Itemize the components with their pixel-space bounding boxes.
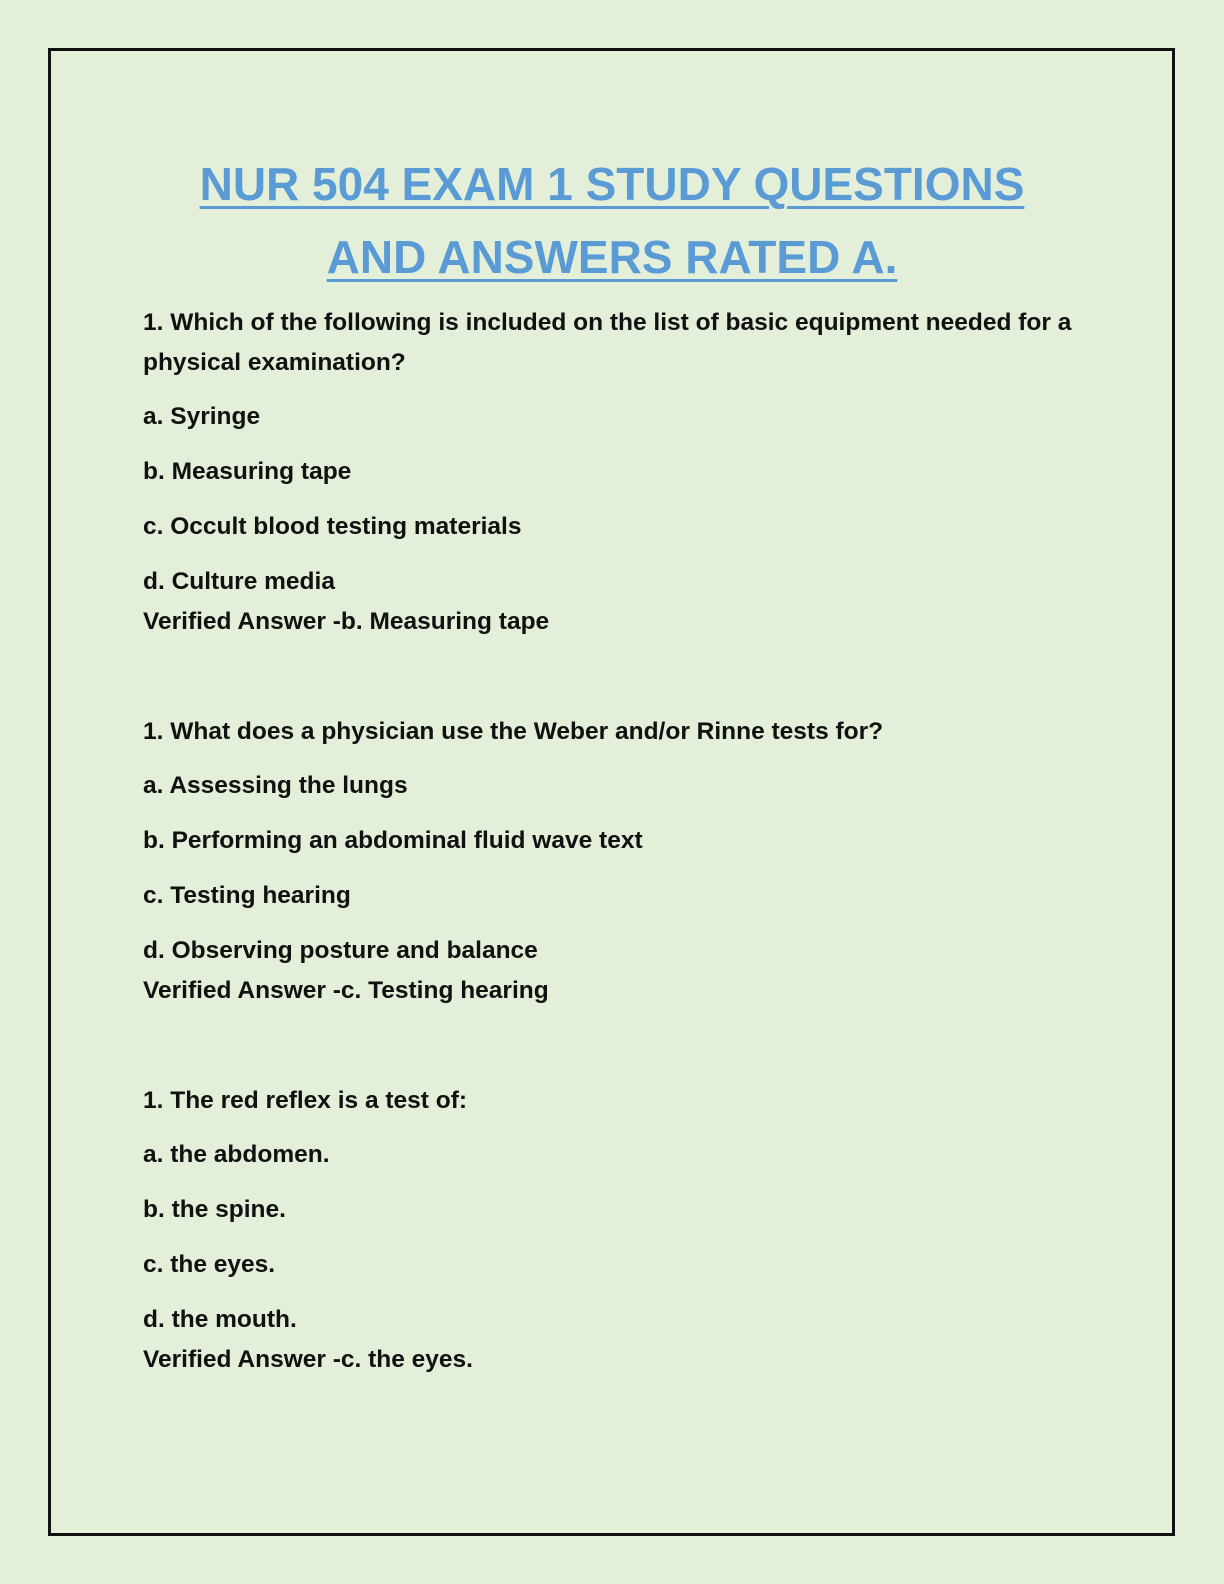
question-block [143, 303, 1103, 642]
option-b: b. Measuring tape [143, 458, 352, 485]
verified-answer: Verified Answer -c. the eyes. [143, 1346, 473, 1373]
question-text: 1. The red reflex is a test of: [143, 1087, 468, 1114]
option-c: c. the eyes. [143, 1251, 276, 1278]
option-a: a. Syringe [143, 403, 261, 430]
title-line-1: NUR 504 EXAM 1 STUDY QUESTIONS [199, 158, 1025, 210]
verified-answer: Verified Answer -b. Measuring tape [143, 608, 550, 635]
questions-list [143, 303, 1103, 1450]
option-b: b. the spine. [143, 1196, 286, 1223]
option-d: d. Culture media [143, 568, 335, 595]
question-text: 1. Which of the following is included on the list of basic equipment needed for a physical examination? [143, 309, 1072, 376]
option-b: b. Performing an abdominal fluid wave text [143, 827, 643, 854]
option-a: a. the abdomen. [143, 1141, 330, 1168]
option-c: c. Occult blood testing materials [143, 513, 522, 540]
option-a: a. Assessing the lungs [143, 772, 408, 799]
question-text: 1. What does a physician use the Weber and/or Rinne tests for? [143, 718, 884, 745]
title-line-2: AND ANSWERS RATED A. [326, 231, 898, 283]
question-block [143, 712, 1103, 1011]
option-d: d. Observing posture and balance [143, 937, 538, 964]
option-d: d. the mouth. [143, 1306, 297, 1333]
document-title [0, 148, 1224, 294]
option-c: c. Testing hearing [143, 882, 351, 909]
question-block [143, 1081, 1103, 1380]
verified-answer: Verified Answer -c. Testing hearing [143, 977, 549, 1004]
